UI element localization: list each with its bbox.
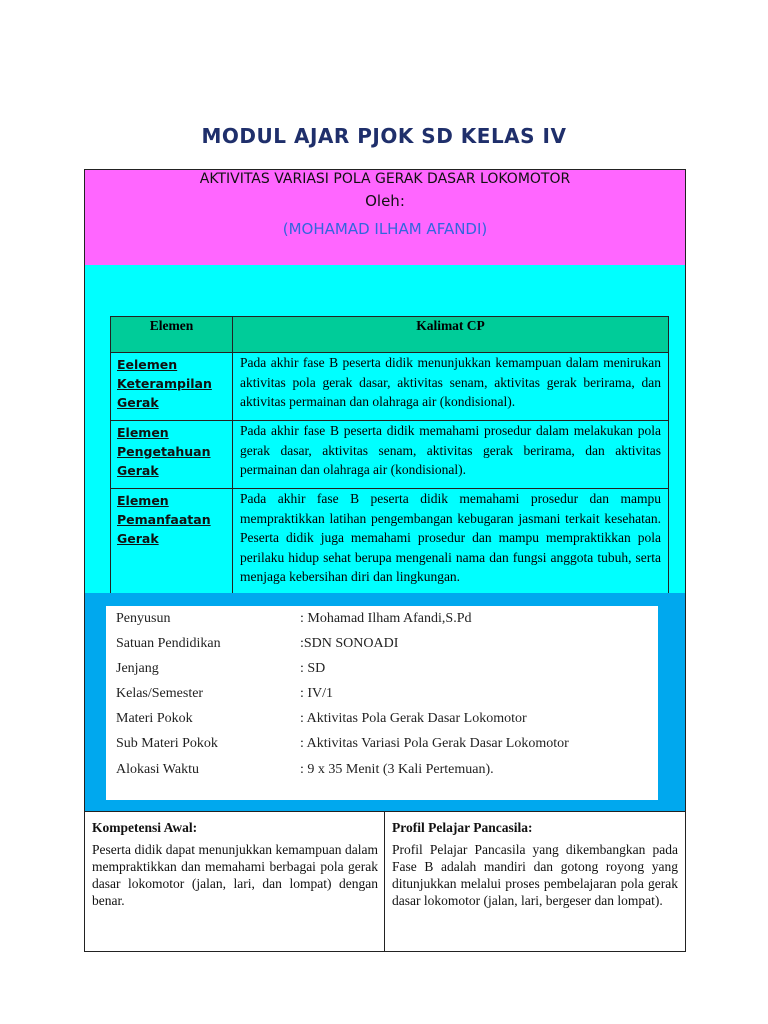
table-row xyxy=(111,353,669,421)
identity-value: : 9 x 35 Menit (3 Kali Pertemuan). xyxy=(300,762,494,777)
kompetensi-awal-box xyxy=(85,812,385,951)
header-banner xyxy=(84,169,686,266)
identity-value: :SDN SONOADI xyxy=(300,636,399,651)
identity-value: : SD xyxy=(300,661,326,676)
identity-value: : Aktivitas Variasi Pola Gerak Dasar Lokomotor xyxy=(300,736,569,751)
profil-pelajar-text: Profil Pelajar Pancasila yang dikembangkan pada Fase B adalah mandiri dan gotong royong yang ditunjukkan melalui proses pembelajaran pola gerak dasar lokomotor (jalan, lari, bergeser dan lompat). xyxy=(392,842,678,908)
identity-row xyxy=(116,711,656,731)
kompetensi-awal-text: Peserta didik dapat menunjukkan kemampuan dalam mempraktikkan dan memahami berbagai pola gerak dasar lokomotor (jalan, lari, dan lompat) dengan benar. xyxy=(92,842,378,908)
identity-label: Alokasi Waktu xyxy=(116,762,199,777)
document-title: MODUL AJAR PJOK SD KELAS IV xyxy=(201,124,567,148)
table-row xyxy=(111,489,669,595)
topic-title: AKTIVITAS VARIASI POLA GERAK DASAR LOKOMOTOR xyxy=(199,171,571,187)
cp-table xyxy=(110,316,669,595)
profil-pelajar-box xyxy=(385,812,685,951)
column-header-elemen: Elemen xyxy=(111,317,233,353)
column-header-kalimat-cp: Kalimat CP xyxy=(233,317,669,353)
identity-row xyxy=(116,636,656,656)
kalimat-cell: Pada akhir fase B peserta didik memahami prosedur dalam melakukan pola gerak dasar, aktivitas senam, aktivitas gerak berirama, dan aktivitas permainan dan olahraga air (kondisional). xyxy=(233,421,669,489)
identity-value: : Aktivitas Pola Gerak Dasar Lokomotor xyxy=(300,711,527,726)
elemen-cell: Eelemen Keterampilan Gerak xyxy=(111,353,233,421)
identity-label: Penyusun xyxy=(116,611,171,626)
identity-label: Sub Materi Pokok xyxy=(116,736,218,751)
identity-value: : IV/1 xyxy=(300,686,334,701)
identity-box xyxy=(106,606,658,800)
identity-label: Kelas/Semester xyxy=(116,686,204,701)
identity-row xyxy=(116,762,656,782)
bottom-section xyxy=(84,811,686,952)
identity-row xyxy=(116,611,656,631)
identity-row xyxy=(116,686,656,706)
table-row xyxy=(111,421,669,489)
identity-value: : Mohamad Ilham Afandi,S.Pd xyxy=(300,611,472,626)
identity-row xyxy=(116,661,656,681)
by-label: Oleh: xyxy=(365,192,405,210)
identity-label: Jenjang xyxy=(116,661,159,676)
identity-label: Materi Pokok xyxy=(116,711,193,726)
profil-pelajar-heading: Profil Pelajar Pancasila: xyxy=(392,820,533,835)
kalimat-cell: Pada akhir fase B peserta didik memahami prosedur dan mampu mempraktikkan latihan pengembangan kebugaran jasmani terkait kesehatan. Peserta didik juga memahami prosedur dan mampu mempraktikkan pola perilaku hidup sehat berupa mengenali nama dan fungsi anggota tubuh, serta menjaga kebersihan diri dan lingkungan. xyxy=(233,489,669,595)
identity-row xyxy=(116,736,656,756)
kompetensi-awal-heading: Kompetensi Awal: xyxy=(92,820,198,835)
cp-table-header xyxy=(111,317,669,353)
kalimat-cell: Pada akhir fase B peserta didik menunjukkan kemampuan dalam menirukan aktivitas pola gerak dasar, aktivitas senam, aktivitas gerak berirama, dan aktivitas permainan dan olahraga air (kondisional). xyxy=(233,353,669,421)
elemen-cell: Elemen Pemanfaatan Gerak xyxy=(111,489,233,595)
elemen-cell: Elemen Pengetahuan Gerak xyxy=(111,421,233,489)
identity-label: Satuan Pendidikan xyxy=(116,636,221,651)
author-name: (MOHAMAD ILHAM AFANDI) xyxy=(282,220,488,238)
